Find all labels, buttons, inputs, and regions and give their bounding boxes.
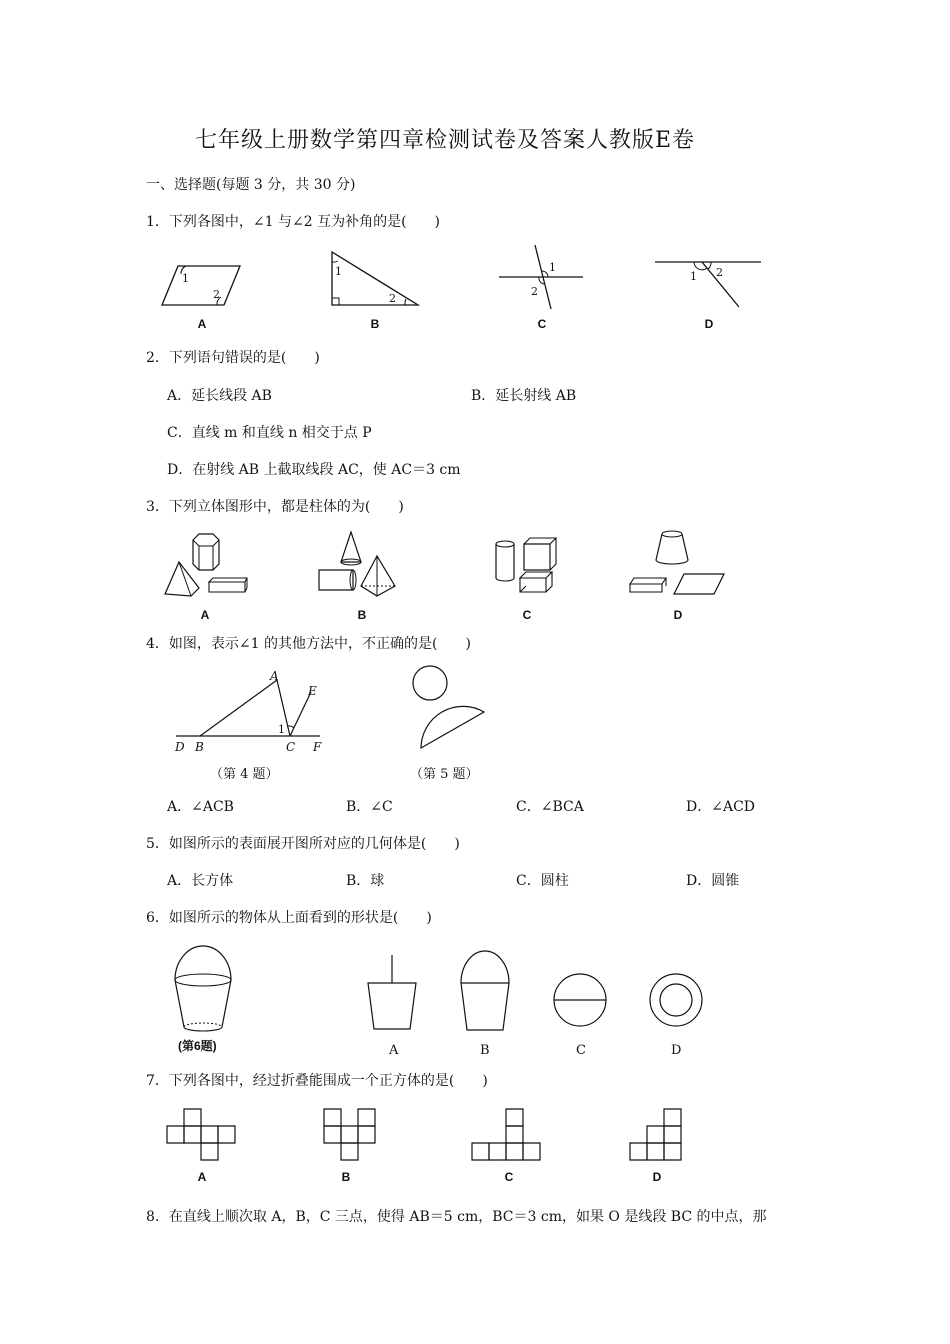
q5-option-d: D．圆锥 [686,873,740,889]
question-7-stem: 7．下列各图中，经过折叠能围成一个正方体的是( ) [146,1073,488,1089]
q1-figure-d-adjacent-angles [653,255,765,310]
q4-figure-caption: （第 4 题） [210,767,279,782]
question-8-stem: 8．在直线上顺次取 A，B，C 三点，使得 AB＝5 cm，BC＝3 cm，如果 O 是线段 BC 的中点，那 [146,1209,767,1225]
q1-figure-c-intersecting-lines [495,243,590,313]
q6-figure-caption: (第6题) [178,1039,217,1053]
question-2-stem: 2．下列语句错误的是( ) [146,350,320,366]
q6-object-figure [170,945,235,1040]
q7-net-c [470,1108,544,1164]
q1-d-angle-1: 1 [690,270,697,283]
q3-figure-c-solids [490,536,570,606]
q4-option-c: C．∠BCA [516,799,584,815]
section-heading: 一、选择题(每题 3 分，共 30 分) [146,177,356,193]
q1-c-angle-1: 1 [549,261,556,274]
q1-d-angle-2: 2 [716,266,723,279]
q1-c-angle-2: 2 [531,285,538,298]
q3-label-d: D [673,608,683,622]
q4-option-d: D．∠ACD [686,799,756,815]
q2-option-b: B．延长射线 AB [471,388,577,404]
q3-figure-d-solids [628,528,728,598]
q1-label-a: A [197,317,207,331]
q5-option-a: A．长方体 [167,873,234,889]
q2-option-a: A．延长线段 AB [167,388,272,404]
q5-net-figure [405,663,495,753]
q1-b-angle-1: 1 [335,265,342,278]
q6-option-a-shape [365,953,420,1033]
q5-figure-caption: （第 5 题） [410,767,479,782]
q4-point-b: B [195,740,204,754]
q1-a-angle-1: 1 [182,272,189,285]
q3-figure-a-solids [163,532,253,602]
q3-label-c: C [522,608,532,622]
q3-figure-b-solids [313,528,403,600]
q1-label-c: C [537,317,547,331]
q7-label-a: A [197,1170,207,1184]
question-3-stem: 3．下列立体图形中，都是柱体的为( ) [146,499,404,515]
q7-net-d [628,1108,686,1164]
q6-option-d-shape [646,970,706,1030]
q7-label-d: D [652,1170,662,1184]
q1-b-angle-2: 2 [389,292,396,305]
q2-option-c: C．直线 m 和直线 n 相交于点 P [167,425,372,441]
q6-label-a: A [389,1043,399,1058]
question-5-stem: 5．如图所示的表面展开图所对应的几何体是( ) [146,836,460,852]
q1-label-b: B [370,317,380,331]
q1-figure-a-parallelogram [160,260,250,310]
q7-label-b: B [341,1170,351,1184]
q3-label-b: B [357,608,367,622]
q4-geometry-figure [170,670,330,750]
q4-point-e: E [308,684,317,698]
q4-angle-1: 1 [278,723,285,736]
q4-point-a: A [270,669,279,683]
q6-label-d: D [671,1043,682,1058]
q6-label-c: C [576,1043,586,1058]
question-6-stem: 6．如图所示的物体从上面看到的形状是( ) [146,910,432,926]
q7-net-a [165,1108,237,1164]
q1-a-angle-2: 2 [213,288,220,301]
q4-option-a: A．∠ACB [167,799,234,815]
q4-point-c: C [286,740,296,754]
q2-option-d: D．在射线 AB 上截取线段 AC，使 AC＝3 cm [167,462,461,478]
q1-label-d: D [704,317,714,331]
q6-label-b: B [480,1043,490,1058]
question-1-stem: 1．下列各图中，∠1 与∠2 互为补角的是( ) [146,214,441,230]
q6-option-c-shape [550,970,610,1030]
q5-option-b: B．球 [346,873,385,889]
q3-label-a: A [200,608,210,622]
q7-label-c: C [504,1170,514,1184]
q7-net-b [322,1108,378,1164]
page-title: 七年级上册数学第四章检测试卷及答案人教版E卷 [195,128,696,153]
q4-point-f: F [313,740,322,754]
question-4-stem: 4．如图，表示∠1 的其他方法中，不正确的是( ) [146,636,471,652]
q5-option-c: C．圆柱 [516,873,569,889]
q6-option-b-shape [455,950,515,1035]
q4-option-b: B．∠C [346,799,393,815]
q4-point-d: D [175,740,185,754]
